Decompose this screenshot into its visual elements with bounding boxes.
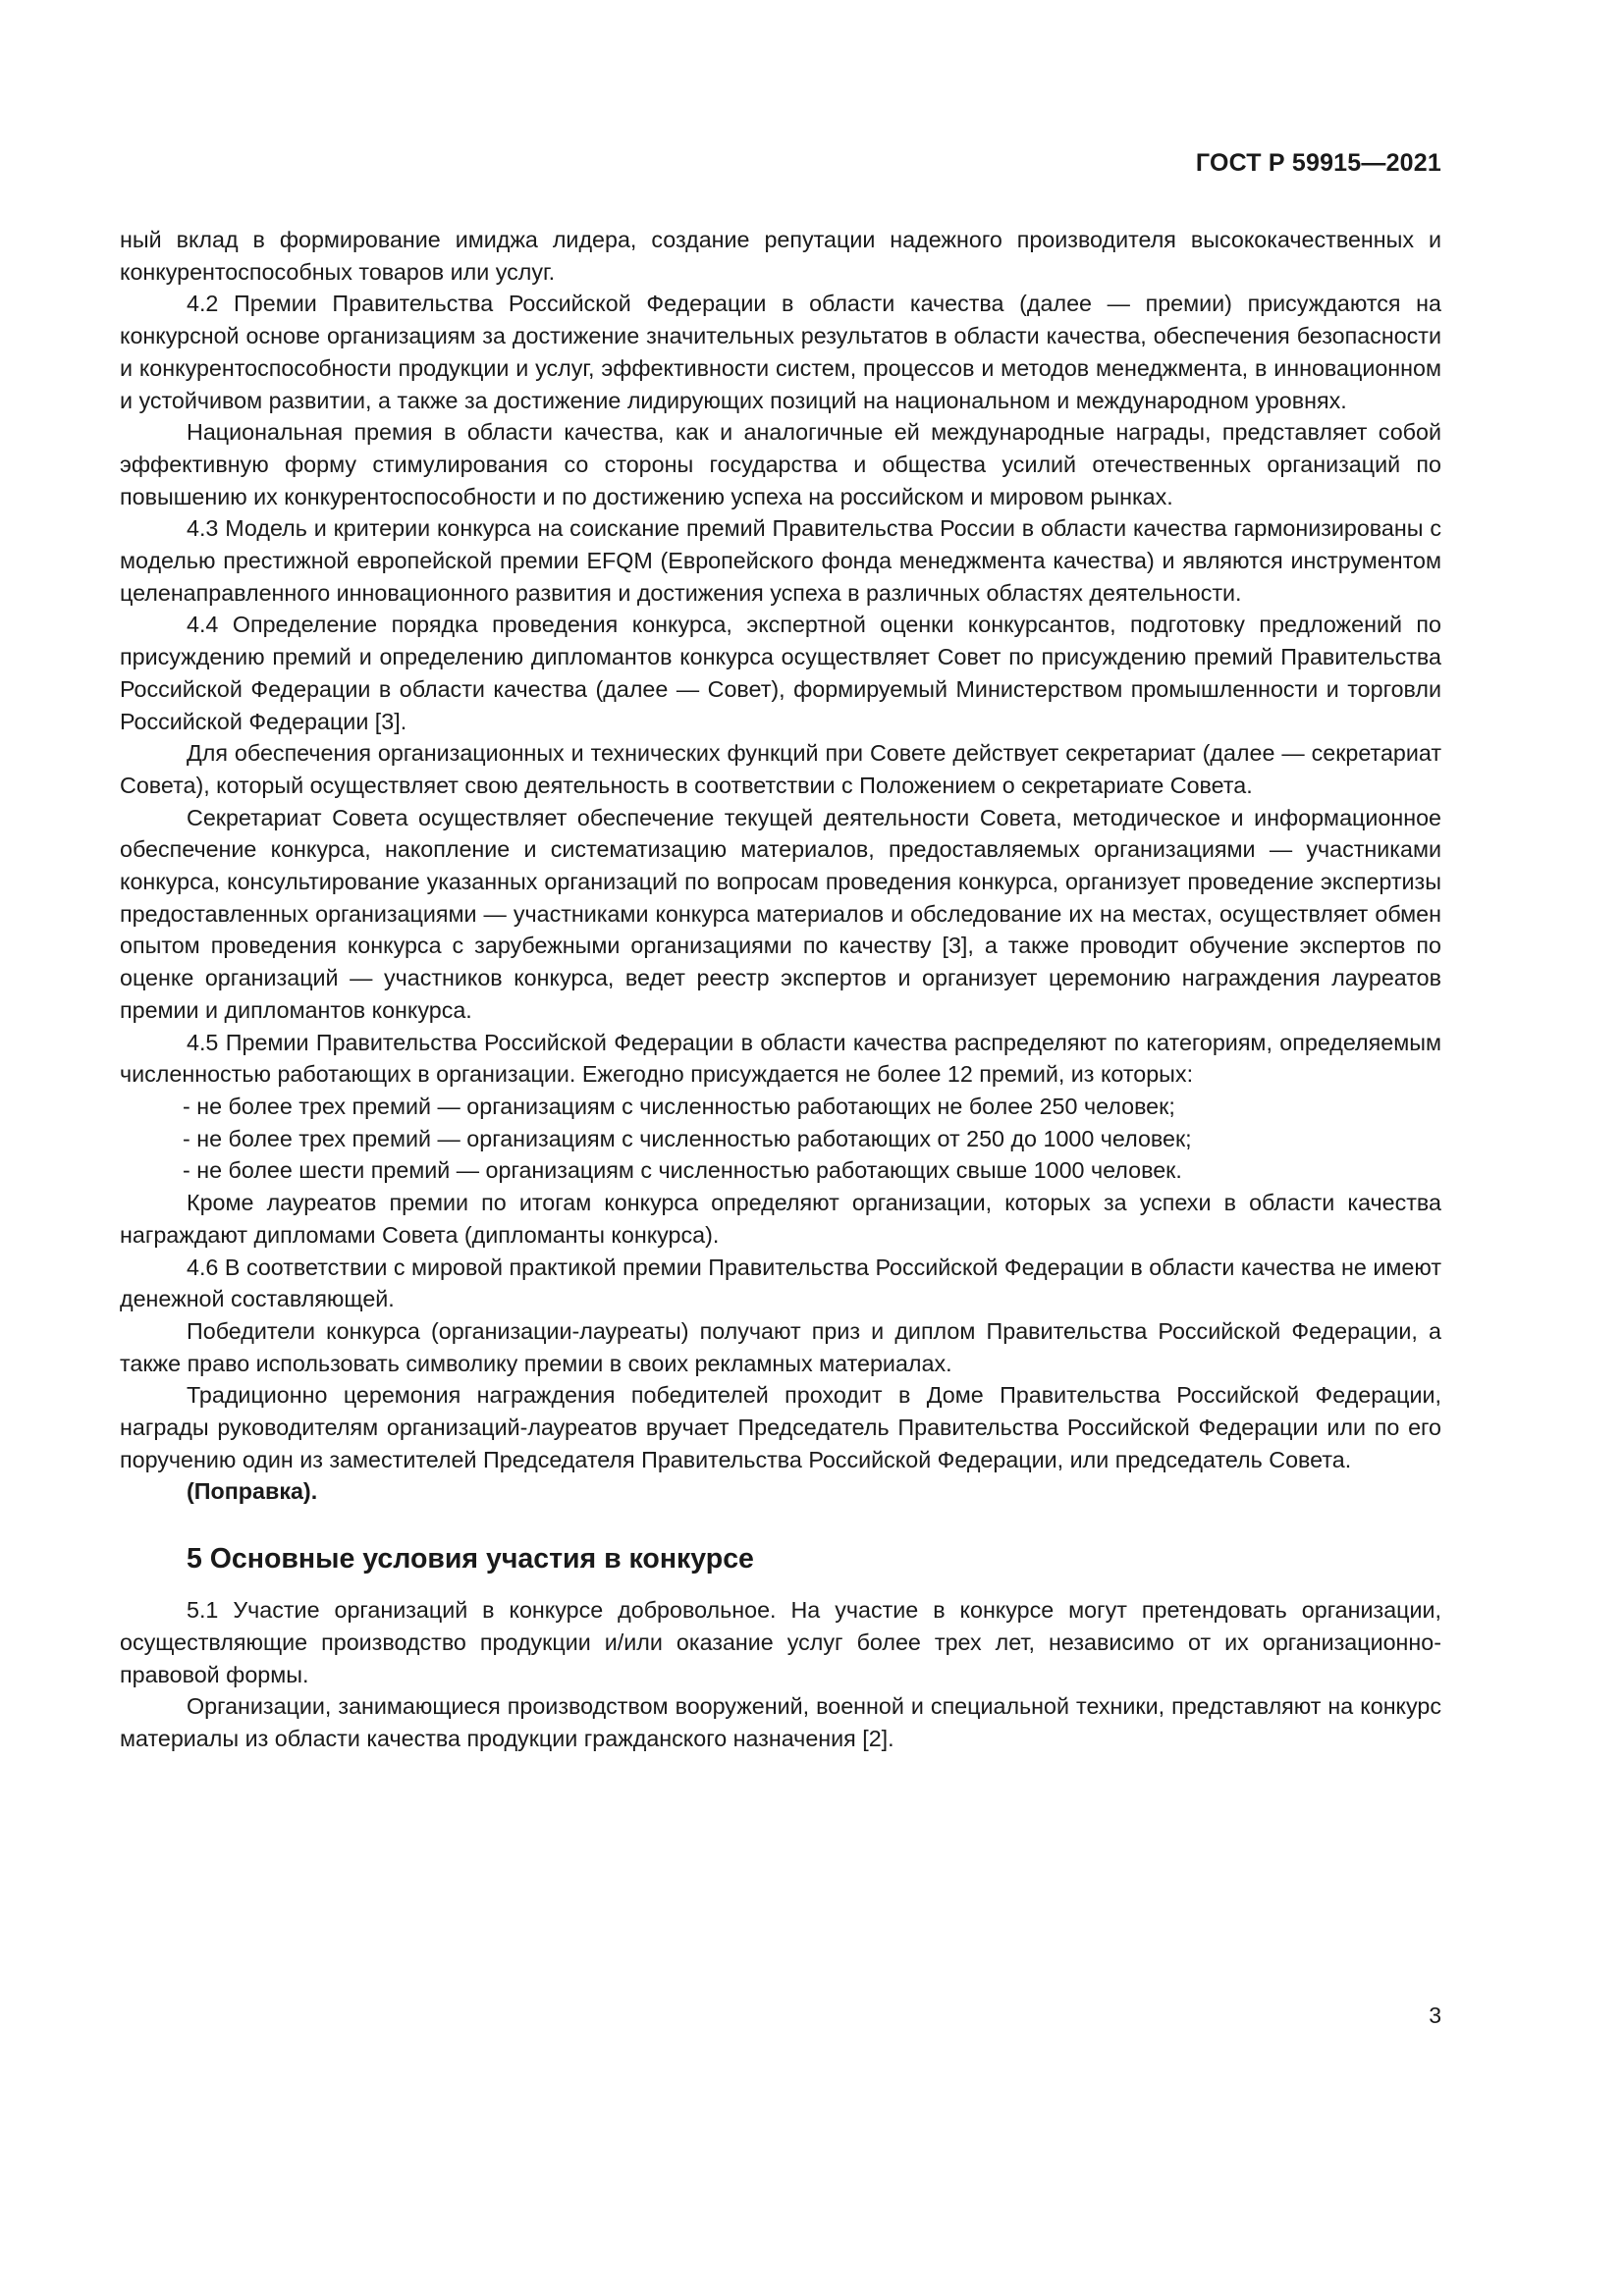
paragraph: Национальная премия в области качества, как и аналогичные ей международные награды, представляет собой эффективную форму стимулирования со стороны государства и общества усилий отечественных организаций по повышению их конкурентоспособности и по достижению успеха на российском и мировом рынках. bbox=[120, 419, 1441, 509]
section-5-heading: 5 Основные условия участия в конкурсе bbox=[187, 1543, 754, 1575]
paragraph: Победители конкурса (организации-лауреаты) получают приз и диплом Правительства Российской Федерации, а также право использовать символику премии в своих рекламных материалах. bbox=[120, 1317, 1441, 1376]
page-number: 3 bbox=[1429, 2002, 1441, 2028]
paragraph-5-1: 5.1 Участие организаций в конкурсе добровольное. На участие в конкурсе могут претендовать организации, осуществляющие производство продукции и/или оказание услуг более трех лет, независимо от их организационно-правовой формы. bbox=[120, 1597, 1441, 1687]
paragraph: Кроме лауреатов премии по итогам конкурса определяют организации, которых за успехи в области качества награждают дипломами Совета (дипломанты конкурса). bbox=[120, 1190, 1441, 1248]
paragraph: Организации, занимающиеся производством вооружений, военной и специальной техники, представляют на конкурс материалы из области качества продукции гражданского назначения [2]. bbox=[120, 1693, 1441, 1751]
amendment-note: (Поправка). bbox=[187, 1478, 318, 1505]
list-item: - не более шести премий — организациям с численностью работающих свыше 1000 человек. bbox=[183, 1157, 1182, 1184]
list-item: - не более трех премий — организациям с численностью работающих от 250 до 1000 человек; bbox=[183, 1125, 1192, 1151]
paragraph-4-3: 4.3 Модель и критерии конкурса на соискание премий Правительства России в области качества гармонизированы с моделью престижной европейской премии EFQM (Европейского фонда менеджмента качества) и являются инструментом целенаправленного инновационного развития и достижения успеха в различных областях деятельности. bbox=[120, 515, 1441, 606]
paragraph: Для обеспечения организационных и технических функций при Совете действует секретариат (далее — секретариат Совета), который осуществляет свою деятельность в соответствии с Положением о секретариате Совета. bbox=[120, 740, 1441, 798]
paragraph-4-5: 4.5 Премии Правительства Российской Федерации в области качества распределяют по категориям, определяемым численностью работающих в организации. Ежегодно присуждается не более 12 премий, из которых: bbox=[120, 1029, 1441, 1088]
paragraph: Традиционно церемония награждения победителей проходит в Доме Правительства Российской Федерации, награды руководителям организаций-лауреатов вручает Председатель Правительства Российской Федерации или по его поручению один из заместителей Председателя Правительства Российской Федерации, или председатель Совета. bbox=[120, 1382, 1441, 1472]
paragraph-4-4: 4.4 Определение порядка проведения конкурса, экспертной оценки конкурсантов, подготовку предложений по присуждению премий и определению дипломантов конкурса осуществляет Совет по присуждению премий Правительства Российской Федерации в области качества (далее — Совет), формируемый Министерством промышленности и торговли Российской Федерации [3]. bbox=[120, 612, 1441, 734]
paragraph-4-2: 4.2 Премии Правительства Российской Федерации в области качества (далее — премии) присуждаются на конкурсной основе организациям за достижение значительных результатов в области качества, обеспечения безопасности и конкурентоспособности продукции и услуг, эффективности систем, процессов и методов менеджмента, в инновационном и устойчивом развитии, а также за достижение лидирующих позиций на национальном и международном уровнях. bbox=[120, 291, 1441, 413]
document-code: ГОСТ Р 59915—2021 bbox=[1195, 149, 1441, 177]
paragraph: Секретариат Совета осуществляет обеспечение текущей деятельности Совета, методическое и информационное обеспечение конкурса, накопление и систематизацию материалов, предоставляемых организациями — участниками конкурса, консультирование указанных организаций по вопросам проведения конкурса, организует проведение экспертизы предоставленных организациями — участниками конкурса материалов и обследование их на местах, осуществляет обмен опытом проведения конкурса с зарубежными организациями по качеству [3], а также проводит обучение экспертов по оценке организаций — участников конкурса, ведет реестр экспертов и организует церемонию награждения лауреатов премии и дипломантов конкурса. bbox=[120, 804, 1441, 1023]
paragraph-4-6: 4.6 В соответствии с мировой практикой премии Правительства Российской Федерации в области качества не имеют денежной составляющей. bbox=[120, 1254, 1441, 1312]
paragraph-continuation: ный вклад в формирование имиджа лидера, создание репутации надежного производителя высококачественных и конкурентоспособных товаров или услуг. bbox=[120, 227, 1441, 285]
list-item: - не более трех премий — организациям с численностью работающих не более 250 человек; bbox=[183, 1093, 1175, 1119]
document-body bbox=[120, 224, 1441, 1755]
